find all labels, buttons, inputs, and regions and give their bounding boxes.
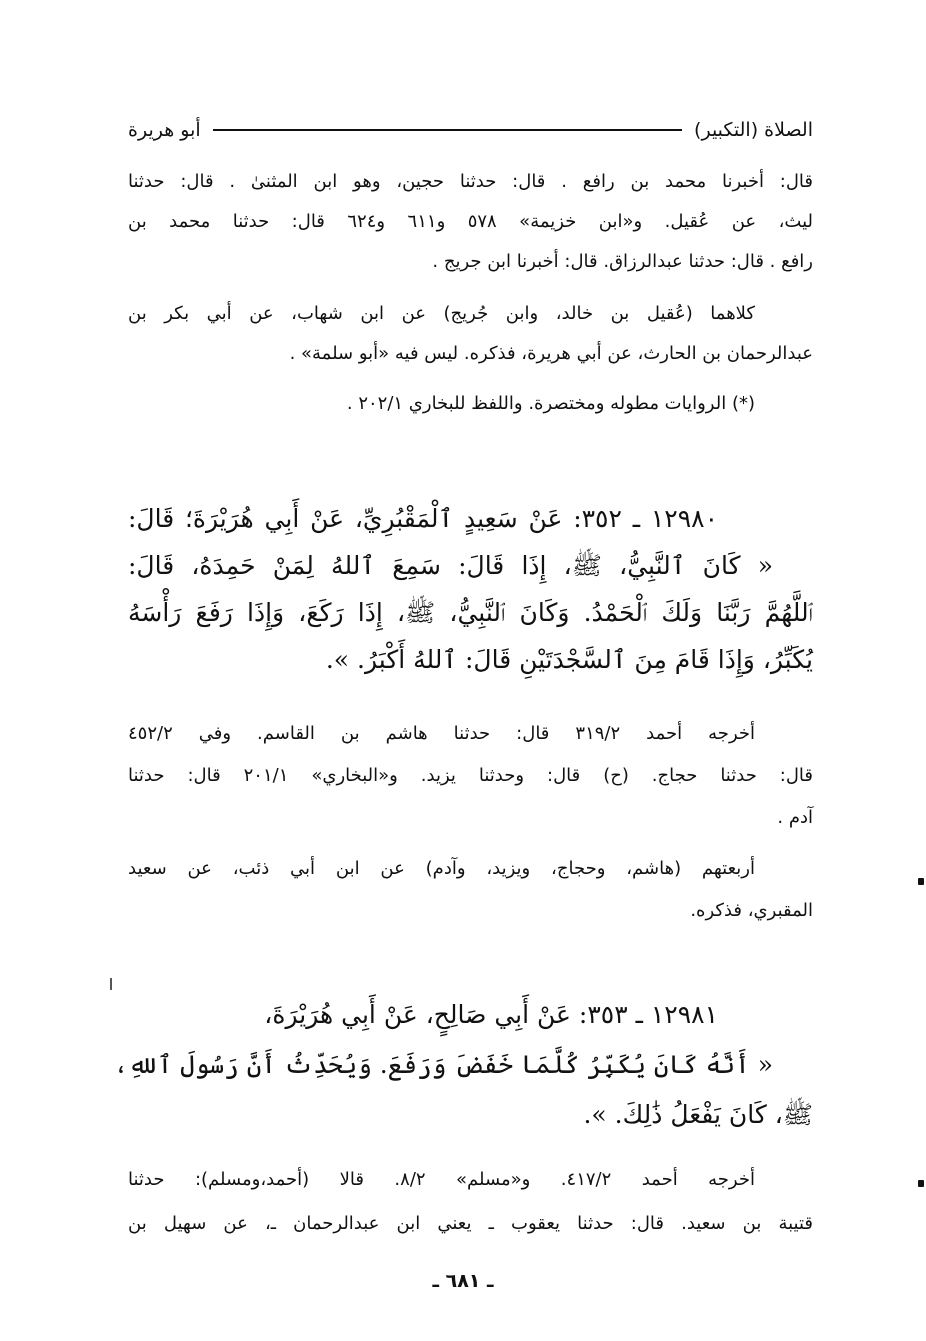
text-line: قال: أخبرنا محمد بن رافع . قال: حدثنا حجين، وهو ابن المثنىٰ . قال: حدثنا bbox=[128, 171, 813, 192]
text-line: عبدالرحمان بن الحارث، عن أبي هريرة، فذكره. ليس فيه «أبو سلمة» . bbox=[289, 343, 813, 364]
footnote bbox=[128, 385, 813, 423]
text-line: المقبري، فذكره. bbox=[690, 900, 813, 921]
text-line: آدم . bbox=[777, 807, 813, 828]
hadith-12980 bbox=[128, 495, 813, 683]
page-header bbox=[128, 114, 813, 146]
hadith-12981 bbox=[113, 990, 813, 1140]
text-line: قتيبة بن سعيد. قال: حدثنا يعقوب ـ يعني ابن عبدالرحمان ـ، عن سهيل بن bbox=[128, 1213, 813, 1234]
hadith-text-line: « كَانَ ٱلنَّبِيُّ، ﷺ، إِذَا قَالَ: سَمِعَ ٱللهُ لِمَنْ حَمِدَهُ، قَالَ: bbox=[128, 551, 773, 580]
chapter-title: الصلاة (التكبير) bbox=[694, 119, 813, 141]
text-line: أربعتهم (هاشم، وحجاج، ويزيد، وآدم) عن ابن أبي ذئب، عن سعيد bbox=[128, 858, 755, 879]
page-number: ـ ٦٨١ ـ bbox=[432, 1270, 494, 1292]
takhrij-12981 bbox=[128, 1158, 813, 1246]
scan-mark bbox=[918, 878, 924, 885]
hadith-text-line: ﷺ، كَانَ يَفْعَلُ ذَٰلِكَ. ». bbox=[583, 1100, 813, 1129]
companion-name: أبو هريرة bbox=[128, 119, 201, 141]
text-line: رافع . قال: حدثنا عبدالرزاق. قال: أخبرنا ابن جريج . bbox=[432, 251, 813, 272]
text-line: أخرجه أحمد ٣١٩/٢ قال: حدثنا هاشم بن القاسم. وفي ٤٥٢/٢ bbox=[128, 723, 755, 744]
takhrij-12980 bbox=[128, 713, 813, 839]
hadith-heading: ١٢٩٨٠ ـ ٣٥٢: عَنْ سَعِيدٍ ٱلْمَقْبُرِيِّ، عَنْ أَبِي هُرَيْرَةَ؛ قَالَ: bbox=[128, 504, 718, 533]
top-paragraph bbox=[128, 162, 813, 282]
text-line: قال: حدثنا حجاج. (ح) قال: وحدثنا يزيد. و«البخاري» ٢٠١/١ قال: حدثنا bbox=[128, 765, 813, 786]
text-line: أخرجه أحمد ٤١٧/٢. و«مسلم» ٨/٢. قالا (أحمد،ومسلم): حدثنا bbox=[128, 1169, 755, 1190]
text-line: كلاهما (عُقيل بن خالد، وابن جُريج) عن ابن شهاب، عن أبي بكر بن bbox=[128, 303, 755, 324]
scan-mark bbox=[918, 1180, 924, 1187]
footnote-text: (*) الروايات مطوله ومختصرة. واللفظ للبخاري ٢٠٢/١ . bbox=[346, 393, 755, 414]
hadith-heading: ١٢٩٨١ ـ ٣٥٣: عَنْ أَبِي صَالِحٍ، عَنْ أَبِي هُرَيْرَةَ، bbox=[264, 1000, 718, 1029]
four-paragraph bbox=[128, 848, 813, 932]
hadith-text-line: يُكَبِّرُ، وَإِذَا قَامَ مِنَ ٱلسَّجْدَتَيْنِ قَالَ: ٱللهُ أَكْبَرُ. ». bbox=[325, 645, 813, 674]
both-paragraph bbox=[128, 294, 813, 374]
hadith-text-line: ٱللَّهُمَّ رَبَّنَا وَلَكَ ٱلْحَمْدُ. وَكَانَ ٱلنَّبِيُّ، ﷺ، إِذَا رَكَعَ، وَإِذَا رَفَعَ رَأْسَهُ bbox=[128, 598, 813, 627]
header-rule bbox=[213, 129, 682, 131]
hadith-text-line: « أَنَّهُ كَانَ يُكَبِّرُ كُلَّمَا خَفَضَ وَرَفَعَ. وَيُحَدِّثُ أَنَّ رَسُولَ ٱللهِ، bbox=[113, 1050, 773, 1079]
scan-mark bbox=[110, 978, 112, 990]
text-line: ليث، عن عُقيل. و«ابن خزيمة» ٥٧٨ و٦١١ و٦٢٤ قال: حدثنا محمد بن bbox=[128, 211, 814, 232]
